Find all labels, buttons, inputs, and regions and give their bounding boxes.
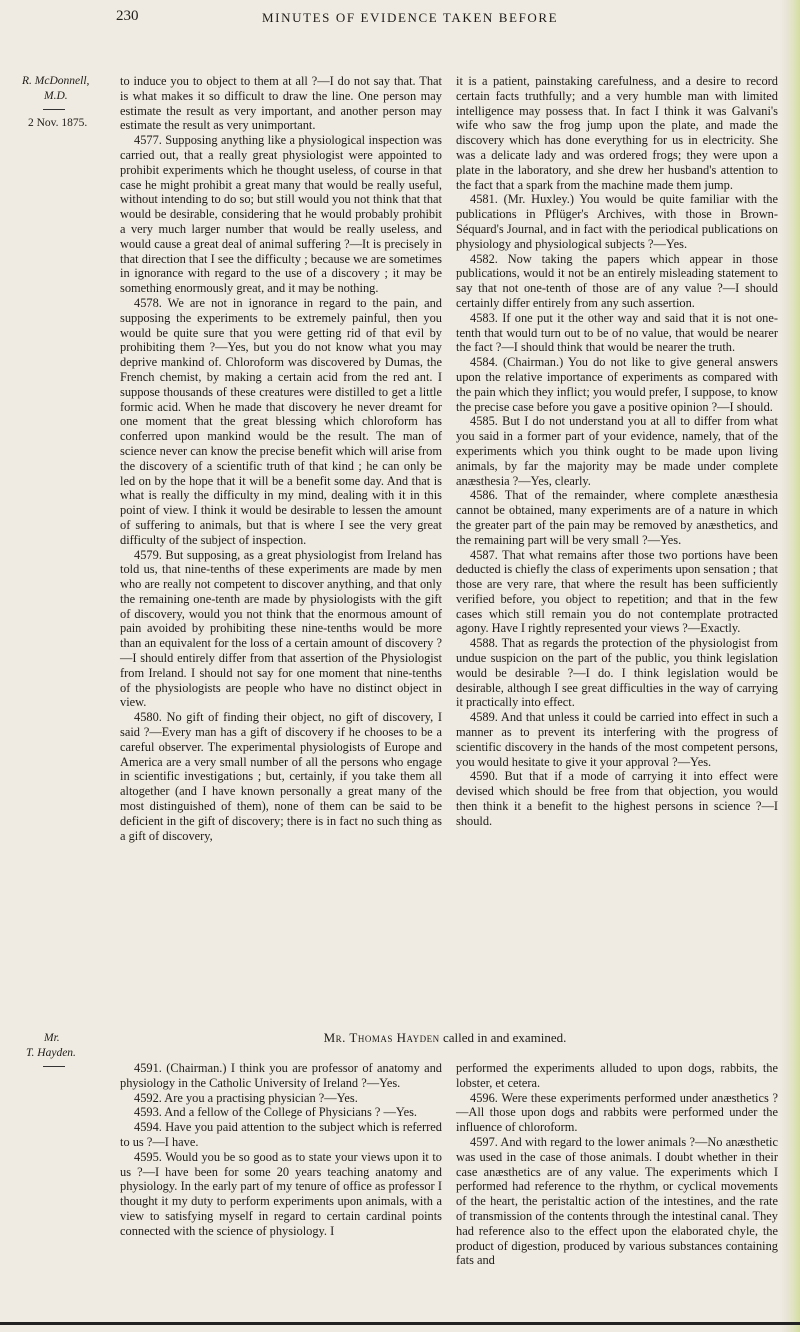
paragraph: 4588. That as regards the protection of the physiologist from undue suspicion on the part of the public, you think legislation would be desirable ?—I do. I think legislation would be desirable, although I see great difficulties in the way of carrying it practically into effect. xyxy=(456,636,778,710)
paragraph: performed the experiments alluded to upon dogs, rabbits, the lobster, et cetera. xyxy=(456,1061,778,1090)
margin-rule-2 xyxy=(43,1066,65,1067)
margin-date: 2 Nov. 1875. xyxy=(28,117,88,129)
paragraph: 4586. That of the remainder, where complete anæsthesia cannot be obtained, many experiments are of a nature in which the greater part of the pain may be removed by anæsthetics, and the remaining part will be very small ?—Yes. xyxy=(456,488,778,547)
bottom-rule xyxy=(0,1322,800,1325)
witness-heading-rest: called in and examined. xyxy=(439,1030,567,1045)
running-title: MINUTES OF EVIDENCE TAKEN BEFORE xyxy=(262,10,559,25)
paragraph: to induce you to object to them at all ?—I do not say that. That is what makes it so difficult to draw the line. One person may estimate the result as very important, and another person may estimate the result as very unimportant. xyxy=(120,74,442,133)
paragraph: 4578. We are not in ignorance in regard to the pain, and supposing the experiments to be extremely painful, then you would be quite sure that you were getting rid of that evil by prohibiting them ?—Yes, but you do not know what you may deprive mankind of. Chloroform was discovered by Dumas, the French chemist, by making a certain acid from the red ant. I suppose thousands of these creatures were distilled to get a little formic acid. When he made that discovery he never dreamt for one moment that the great blessing which chloroform has conferred upon mankind would be the result. The man of science never can know the precise benefit which will arise from the discovery of a scientific truth of that kind ; he can only be led on by the hope that it will be a benefit some day. And that is what is really the difficulty in my mind, dealing with it in this point of view. I think it would be desirable to lessen the amount of suffering to animals, but that is where I see the very great difficulty of the subject of inspection. xyxy=(120,295,442,547)
page-number: 230 xyxy=(116,8,139,24)
paragraph: 4581. (Mr. Huxley.) You would be quite familiar with the publications in Pflüger's Archives, with those in Brown-Séquard's Journal, and in fact with the periodical publications on physiology and physiological subjects ?—Yes. xyxy=(456,192,778,251)
right-column-lower xyxy=(456,1061,778,1268)
left-column-lower xyxy=(120,1061,442,1239)
margin-witness-name: R. McDonnell, xyxy=(22,75,90,87)
witness-heading xyxy=(120,1030,770,1046)
paragraph: 4596. Were these experiments performed under anæsthetics ?—All those upon dogs and rabbits were performed under the influence of chloroform. xyxy=(456,1090,778,1135)
margin-mr: Mr. xyxy=(44,1032,60,1044)
paragraph: 4582. Now taking the papers which appear in those publications, would it not be an entirely misleading statement to say that not one-tenth of those are of any value ?—I should certainly differ entirely from any such assertion. xyxy=(456,251,778,310)
paragraph: 4579. But supposing, as a great physiologist from Ireland has told us, that nine-tenths of these experiments are made by men who are really not competent to discover anything, and that only the remaining one-tenth are made by physiologists with the gift of discovery, would you not think that the enormous amount of pain avoided by prohibiting these nine-tenths would be more than an equivalent for the loss of a certain amount of discovery ?—I should entirely differ from that assertion of the Physiologist from Ireland. I should not say for one moment that nine-tenths of the physiologists are people who have no distinct object in view. xyxy=(120,547,442,710)
paragraph: 4583. If one put it the other way and said that it is not one-tenth that would turn out to be of no value, that would be nearer the fact ?—I should think that would be nearer the truth. xyxy=(456,310,778,355)
paragraph: 4597. And with regard to the lower animals ?—No anæsthetic was used in the case of those animals. I doubt whether in their case anæsthetics are of any value. The experiments which I performed had reference to the rhythm, or cyclical movements of the heart, the peristaltic action of the intestines, and the rate of transmission of the contents through the intestinal canal. They had reference also to the effect upon the elaborated chyle, the product of digestion, produced by various substances containing fats and xyxy=(456,1134,778,1268)
paragraph: 4592. Are you a practising physician ?—Yes. xyxy=(134,1090,358,1105)
margin-rule xyxy=(43,109,65,110)
witness-heading-name: Mr. Thomas Hayden xyxy=(323,1030,440,1045)
paragraph: 4589. And that unless it could be carried into effect in such a manner as to prevent its interfering with the progress of scientific discovery in the hands of the most competent persons, you would hesitate to give it your approval ?—Yes. xyxy=(456,710,778,769)
margin-witness-name-2: T. Hayden. xyxy=(26,1047,76,1059)
paragraph: 4594. Have you paid attention to the subject which is referred to us ?—I have. xyxy=(120,1120,442,1149)
paragraph: 4580. No gift of finding their object, no gift of discovery, I said ?—Every man has a gift of discovery if he chooses to be a careful observer. The experimental physiologists of Europe and America are a very small number of all the persons who engage in scientific investigations ; but, certainly, if you take them all altogether (and I have known personally a great many of the most distinguished of them), none of them can be said to be deficient in the gift of discovery; there is in fact no such thing as a gift of discovery, xyxy=(120,710,442,843)
paragraph: it is a patient, painstaking carefulness, and a desire to record certain facts truthfully; and a very humble man with limited intelligence may possess that. In fact I think it was Galvani's wife who saw the frog jump upon the plate, and made the discovery which has done everything for us in electricity. She was a delicate lady and was ordered frogs; they were upon a plate in the laboratory, and she drew her husband's attention to the fact that a spark from the machine made them jump. xyxy=(456,74,778,192)
paragraph: 4585. But I do not understand you at all to differ from what you said in a former part of your evidence, namely, that of the experiments which you think ought to be made upon living animals, by far the majority may be made under complete anæsthesia ?—Yes, clearly. xyxy=(456,414,778,488)
paragraph: 4595. Would you be so good as to state your views upon it to us ?—I have been for some 20 years teaching anatomy and physiology. In the early part of my tenure of office as professor I thought it my duty to perform experiments upon animals, with a view to satisfying myself in regard to certain cardinal points connected with the science of physiology. I xyxy=(120,1149,442,1238)
left-column-upper xyxy=(120,74,442,843)
paragraph: 4591. (Chairman.) I think you are professor of anatomy and physiology in the Catholic University of Ireland ?—Yes. xyxy=(120,1061,442,1090)
paragraph: 4590. But that if a mode of carrying it into effect were devised which should be free from that objection, you would then think it a benefit to the highest persons in science ?—I should. xyxy=(456,769,778,828)
paragraph: 4587. That what remains after those two portions have been deducted is chiefly the class of experiments upon sensation ; that those are very rare, that where the result has been sufficiently verified before, you object to repetition; and that in the few cases which still remain you do not contemplate protracted agony. Have I rightly represented your views ?—Exactly. xyxy=(456,547,778,636)
paragraph: 4584. (Chairman.) You do not like to give general answers upon the relative importance of experiments as compared with the pain which they inflict; you would prefer, I suppose, to know the precise case before you gave a positive opinion ?—I should. xyxy=(456,355,778,414)
paragraph: 4577. Supposing anything like a physiological inspection was carried out, that a really great physiologist were appointed to prohibit experiments which he thought useless, of course in that case he might prohibit a great many that would be really useful, without intending to do so; but still would you not think that that would be desirable, considering that he would probably prohibit a very much larger number that would be really useless, and would cause a great deal of animal suffering ?—It is precisely in that direction that I see the difficulty ; because we are sometimes in ignorance with regard to the use of a discovery ; it may be something enormously great, and it may be nothing. xyxy=(120,133,442,296)
margin-degree: M.D. xyxy=(44,90,68,102)
page-edge-shading xyxy=(780,0,800,1332)
paragraph: 4593. And a fellow of the College of Physicians ? —Yes. xyxy=(134,1105,418,1120)
right-column-upper xyxy=(456,74,778,829)
